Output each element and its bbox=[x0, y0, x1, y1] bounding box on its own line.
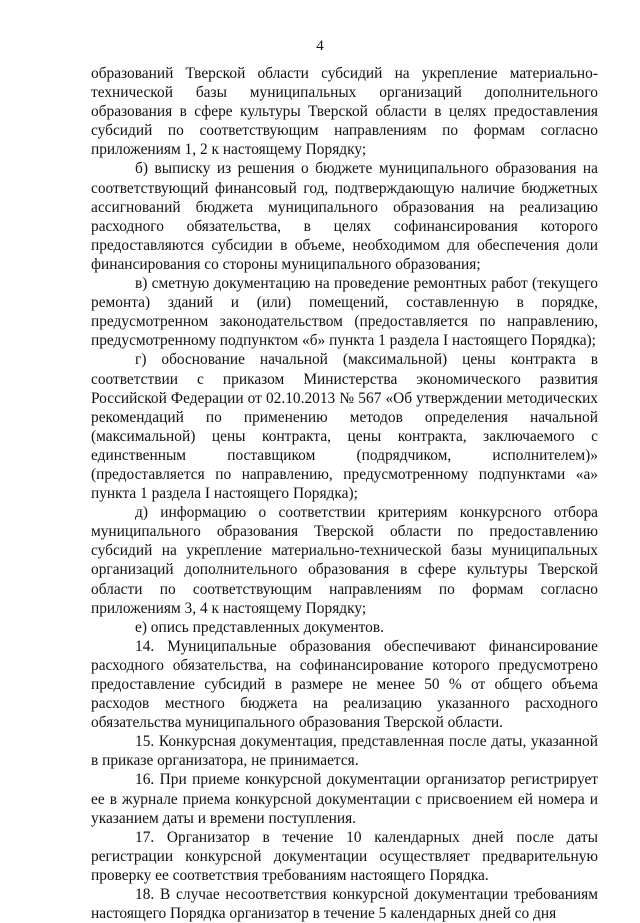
paragraph-item-d: д) информацию о соответствии критериям конкурсного отбора муниципального образования Тверской области по предоставлению субсидий на укрепление материально-технической базы муниципальных организаций дополнительного образования в сфере культуры Тверской области по соответствующим направлениям по формам согласно приложениям 3, 4 к настоящему Порядку; bbox=[91, 504, 598, 617]
document-body bbox=[91, 64, 598, 923]
paragraph-15: 15. Конкурсная документация, представленная после даты, указанной в приказе организатора, не принимается. bbox=[91, 733, 598, 770]
paragraph-continuation: образований Тверской области субсидий на укрепление материально-технической базы муниципальных организаций дополнительного образования в сфере культуры Тверской области в целях предоставления субсидий по соответствующим направлениям по формам согласно приложениям 1, 2 к настоящему Порядку; bbox=[91, 65, 598, 159]
paragraph-item-e: е) опись представленных документов. bbox=[135, 618, 384, 636]
paragraph-item-g: г) обоснование начальной (максимальной) цены контракта в соответствии с приказом Министерства экономического развития Российской Федерации от 02.10.2013 № 567 «Об утверждении методических рекомендаций по применению методов определения начальной (максимальной) цены контракта, цены контракта, заключаемого с единственным поставщиком (подрядчиком, исполнителем)» (предоставляется по направлению, предусмотренному подпунктами «а» пункта 1 раздела I настоящего Порядка); bbox=[91, 351, 598, 503]
paragraph-item-b: б) выписку из решения о бюджете муниципального образования на соответствующий финансовый год, подтверждающую наличие бюджетных ассигнований бюджета муниципального образования на реализацию расходного обязательства, в целях софинансирования которого предоставляются субсидии в объеме, необходимом для обеспечения доли финансирования со стороны муниципального образования; bbox=[91, 160, 598, 273]
paragraph-item-v: в) сметную документацию на проведение ремонтных работ (текущего ремонта) зданий и (или) помещений, составленную в порядке, предусмотренном законодательством (предоставляется по направлению, предусмотренному подпунктом «б» пункта 1 раздела I настоящего Порядка); bbox=[91, 275, 598, 350]
page-number: 4 bbox=[316, 38, 324, 54]
paragraph-18: 18. В случае несоответствия конкурсной документации требованиям настоящего Порядка организатор в течение 5 календарных дней со дня bbox=[91, 886, 598, 923]
paragraph-14: 14. Муниципальные образования обеспечивают финансирование расходного обязательства, на софинансирование которого предусмотрено предоставление субсидий в размере не менее 50 % от общего объема расходов местного бюджета на реализацию указанного расходного обязательства муниципального образования Тверской области. bbox=[91, 637, 598, 732]
paragraph-16: 16. При приеме конкурсной документации организатор регистрирует ее в журнале приема конкурсной документации с присвоением ей номера и указанием даты и времени поступления. bbox=[91, 771, 598, 827]
paragraph-17: 17. Организатор в течение 10 календарных дней после даты регистрации конкурсной документации осуществляет предварительную проверку ее соответствия требованиям настоящего Порядка. bbox=[91, 828, 598, 884]
